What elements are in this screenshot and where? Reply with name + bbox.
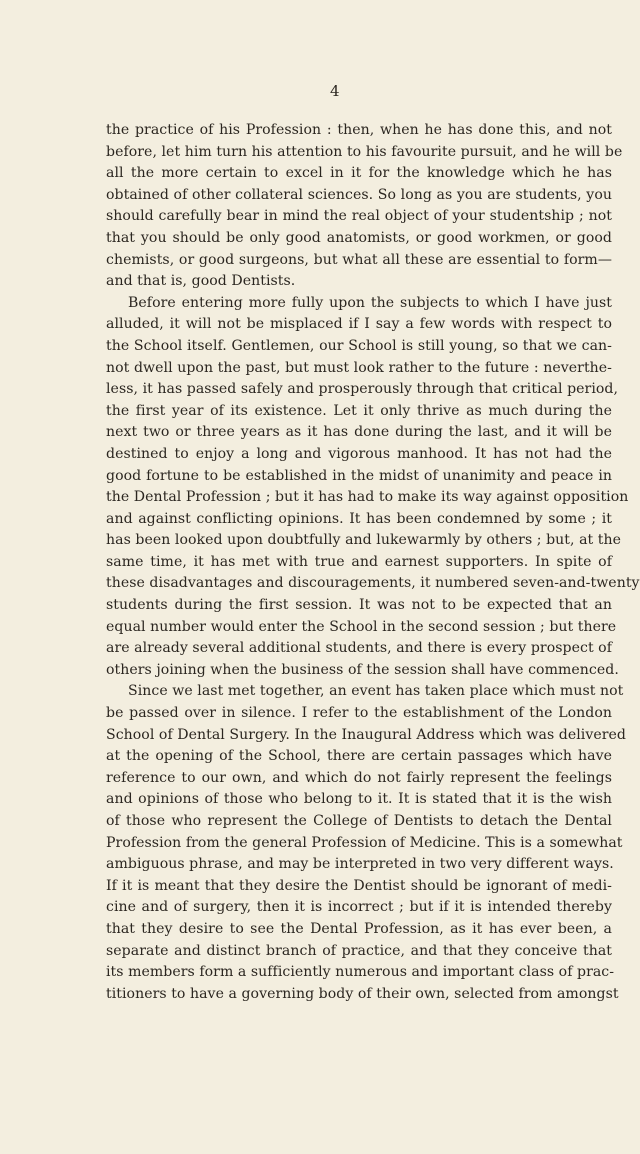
text-line: of those who represent the College of Dentists to detach the Dental bbox=[106, 813, 612, 829]
text-line: titioners to have a governing body of their own, selected from amongst bbox=[106, 985, 619, 1002]
text-line: be passed over in silence. I refer to the establishment of the London bbox=[106, 705, 612, 722]
text-line: equal number would enter the School in the second session ; but there bbox=[106, 618, 617, 635]
text-line: the School itself. Gentlemen, our School is still young, so that we can- bbox=[106, 337, 612, 354]
body-text bbox=[106, 120, 640, 1005]
text-line: destined to enjoy a long and vigorous manhood. It has not had the bbox=[106, 445, 612, 462]
text-line: alluded, it will not be misplaced if I say a few words with respect to bbox=[106, 316, 612, 333]
text-line: has been looked upon doubtfully and lukewarmly by others ; but, at the bbox=[106, 532, 621, 549]
text-line: ambiguous phrase, and may be interpreted in two very different ways. bbox=[106, 856, 614, 873]
text-line: reference to our own, and which do not fairly represent the feelings bbox=[106, 769, 612, 786]
text-line: at the opening of the School, there are certain passages which have bbox=[106, 748, 612, 765]
text-line: the first year of its existence. Let it only thrive as much during the bbox=[106, 402, 612, 419]
text-line: same time, it has met with true and earnest supporters. In spite of bbox=[106, 553, 612, 570]
text-line: cine and of surgery, then it is incorrect ; but if it is intended thereby bbox=[106, 899, 612, 916]
text-line: separate and distinct branch of practice, and that they conceive that bbox=[106, 942, 612, 959]
text-line: If it is meant that they desire the Dentist should be ignorant of medi- bbox=[106, 877, 612, 894]
text-line: its members form a sufficiently numerous and important class of prac- bbox=[106, 964, 615, 981]
text-line: before, let him turn his attention to his favourite pursuit, and he will be bbox=[106, 143, 623, 160]
text-line: others joining when the business of the session shall have commenced. bbox=[106, 661, 619, 678]
text-line: Before entering more fully upon the subjects to which I have just bbox=[128, 294, 612, 311]
text-line: School of Dental Surgery. In the Inaugural Address which was delivered bbox=[106, 726, 626, 743]
text-line: the Dental Profession ; but it has had to make its way against opposition bbox=[106, 489, 629, 506]
page-number: 4 bbox=[330, 82, 340, 100]
text-line: that they desire to see the Dental Profession, as it has ever been, a bbox=[106, 920, 612, 937]
text-line: not dwell upon the past, but must look rather to the future : neverthe- bbox=[106, 359, 612, 376]
text-line: Since we last met together, an event has taken place which must not bbox=[128, 683, 624, 700]
text-line: and that is, good Dentists. bbox=[106, 273, 296, 290]
text-line: students during the first session. It was not to be expected that an bbox=[106, 597, 612, 614]
text-line: are already several additional students, and there is every prospect of bbox=[106, 640, 612, 657]
text-line: should carefully bear in mind the real object of your studentship ; not bbox=[106, 208, 612, 225]
text-line: obtained of other collateral sciences. So long as you are students, you bbox=[106, 186, 612, 203]
text-line: all the more certain to excel in it for the knowledge which he has bbox=[106, 165, 612, 182]
text-line: that you should be only good anatomists, or good workmen, or good bbox=[106, 229, 612, 246]
text-line: chemists, or good surgeons, but what all these are essential to form— bbox=[106, 251, 612, 268]
text-line: good fortune to be established in the midst of unanimity and peace in bbox=[106, 467, 612, 484]
text-line: and against conflicting opinions. It has been condemned by some ; it bbox=[106, 510, 612, 527]
text-line: next two or three years as it has done during the last, and it will be bbox=[106, 424, 612, 441]
text-line: less, it has passed safely and prosperously through that critical period, bbox=[106, 381, 619, 398]
text-line: Profession from the general Profession of Medicine. This is a somewhat bbox=[106, 834, 623, 851]
text-line: and opinions of those who belong to it. It is stated that it is the wish bbox=[106, 791, 612, 808]
text-line: these disadvantages and discouragements, it numbered seven-and-twenty bbox=[106, 575, 640, 592]
text-line: the practice of his Profession : then, when he has done this, and not bbox=[106, 122, 612, 138]
